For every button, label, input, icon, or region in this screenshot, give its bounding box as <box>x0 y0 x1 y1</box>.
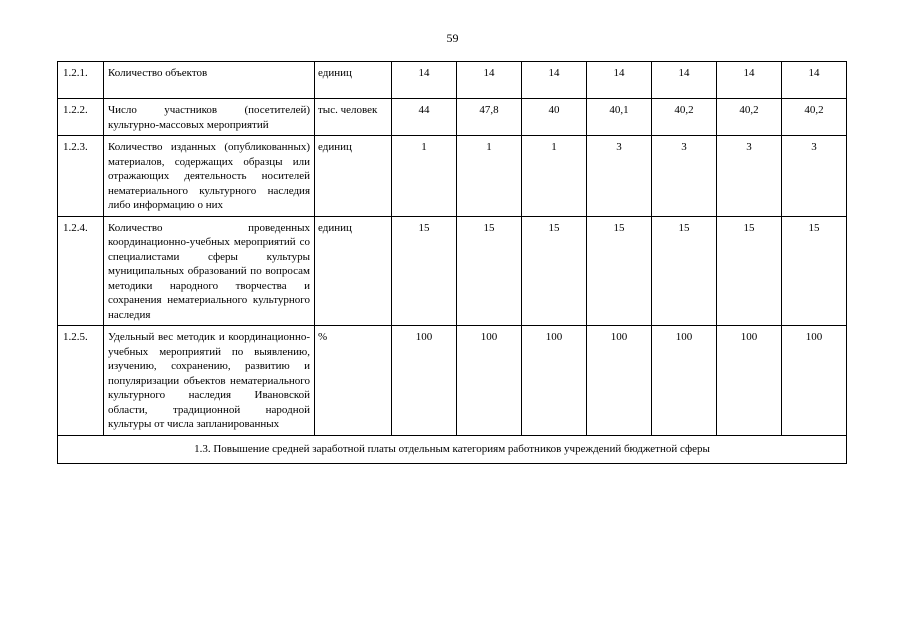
value-cell: 40,1 <box>587 99 652 136</box>
value-cell: 100 <box>587 326 652 436</box>
value-cell: 14 <box>457 62 522 99</box>
value-cell: 100 <box>522 326 587 436</box>
row-number: 1.2.2. <box>58 99 104 136</box>
value-cell: 40,2 <box>782 99 847 136</box>
indicator-name: Число участников (посетителей) культурно-массовых мероприятий <box>104 99 315 136</box>
value-cell: 44 <box>392 99 457 136</box>
row-number: 1.2.3. <box>58 136 104 217</box>
value-cell: 100 <box>392 326 457 436</box>
section-row <box>58 435 847 463</box>
value-cell: 15 <box>717 216 782 326</box>
value-cell: 15 <box>782 216 847 326</box>
value-cell: 100 <box>652 326 717 436</box>
value-cell: 14 <box>587 62 652 99</box>
value-cell: 100 <box>717 326 782 436</box>
value-cell: 40,2 <box>652 99 717 136</box>
value-cell: 3 <box>717 136 782 217</box>
indicator-name: Количество изданных (опубликованных) материалов, содержащих образцы или отражающих деятельность носителей нематериального культурного наследия либо информацию о них <box>104 136 315 217</box>
table-row <box>58 136 847 217</box>
value-cell: 14 <box>782 62 847 99</box>
value-cell: 100 <box>782 326 847 436</box>
row-number: 1.2.1. <box>58 62 104 99</box>
value-cell: 1 <box>392 136 457 217</box>
indicator-name: Удельный вес методик и координационно-учебных мероприятий по выявлению, изучению, сохранению, развитию и популяризации объектов нематериального культурного наследия Ивановской области, традиционной народной культуры от числа запланированных <box>104 326 315 436</box>
unit-of-measure: единиц <box>315 136 392 217</box>
table-row <box>58 216 847 326</box>
value-cell: 15 <box>392 216 457 326</box>
unit-of-measure: единиц <box>315 216 392 326</box>
value-cell: 3 <box>587 136 652 217</box>
page-number: 59 <box>446 31 459 45</box>
table-row <box>58 326 847 436</box>
indicators-table <box>57 61 847 464</box>
value-cell: 14 <box>652 62 717 99</box>
value-cell: 3 <box>782 136 847 217</box>
indicator-name: Количество проведенных координационно-учебных мероприятий со специалистами сферы культуры муниципальных образований по вопросам методики народного творчества и сохранения нематериального культурного наследия <box>104 216 315 326</box>
value-cell: 1 <box>457 136 522 217</box>
unit-of-measure: тыс. человек <box>315 99 392 136</box>
value-cell: 14 <box>522 62 587 99</box>
value-cell: 15 <box>652 216 717 326</box>
value-cell: 14 <box>392 62 457 99</box>
value-cell: 3 <box>652 136 717 217</box>
value-cell: 15 <box>522 216 587 326</box>
value-cell: 15 <box>457 216 522 326</box>
section-heading: 1.3. Повышение средней заработной платы отдельным категориям работников учреждений бюджетной сферы <box>58 435 847 463</box>
unit-of-measure: % <box>315 326 392 436</box>
value-cell: 1 <box>522 136 587 217</box>
table-row <box>58 99 847 136</box>
row-number: 1.2.5. <box>58 326 104 436</box>
value-cell: 100 <box>457 326 522 436</box>
row-number: 1.2.4. <box>58 216 104 326</box>
value-cell: 40 <box>522 99 587 136</box>
value-cell: 40,2 <box>717 99 782 136</box>
value-cell: 15 <box>587 216 652 326</box>
unit-of-measure: единиц <box>315 62 392 99</box>
table-row <box>58 62 847 99</box>
value-cell: 14 <box>717 62 782 99</box>
value-cell: 47,8 <box>457 99 522 136</box>
indicator-name: Количество объектов <box>104 62 315 99</box>
